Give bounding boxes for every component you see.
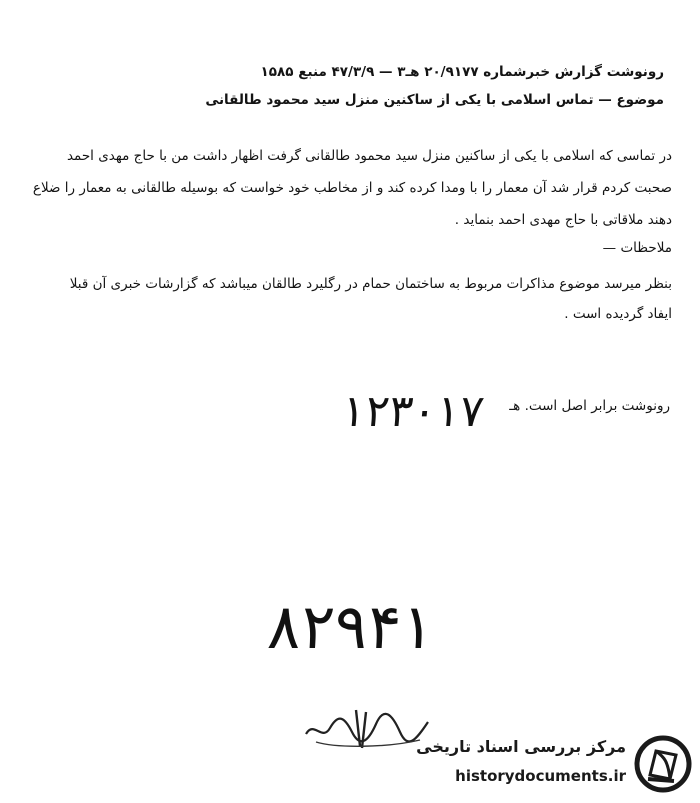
notes-line: بنظر میرسد موضوع مذاکرات مربوط به ساختمان حمام در رگلیرد طالقان میباشد که گزارشات خبری آن قبلا	[69, 276, 672, 292]
body-line: صحبت کردم قرار شد آن معمار را با ومدا کرده کند و از مخاطب خود خواست که بوسیله طالقانی به معمار را ضلاع	[32, 180, 672, 196]
handwritten-reference-number: ۱۲۳۰۱۷	[339, 386, 487, 437]
watermark	[392, 733, 692, 797]
subject-line: موضوع — تماس اسلامی با یکی از ساکنین منزل سید محمود طالقانی	[205, 92, 664, 108]
body-line: در تماسی که اسلامی با یکی از ساکنین منزل سید محمود طالقانی گرفت اظهار داشت من با حاج مهدی احمد	[66, 148, 672, 164]
watermark-title: مرکز بررسی اسناد تاریخی	[416, 737, 626, 756]
notes-label: ملاحظات —	[602, 240, 672, 256]
document-archive-logo-icon	[634, 735, 692, 793]
report-header-line: رونوشت گزارش خبرشماره ۲۰/۹۱۷۷ هـ۳ — ۴۷/۳/۹ منبع ۱۵۸۵	[260, 64, 664, 80]
copy-statement: رونوشت برابر اصل است. هـ	[509, 398, 670, 414]
watermark-url: historydocuments.ir	[455, 767, 626, 785]
archive-number: ۸۲۹۴۱	[265, 590, 438, 663]
notes-line: ایفاد گردیده است .	[564, 306, 672, 322]
body-line: دهند ملاقاتی با حاج مهدی احمد بنماید .	[454, 212, 672, 228]
